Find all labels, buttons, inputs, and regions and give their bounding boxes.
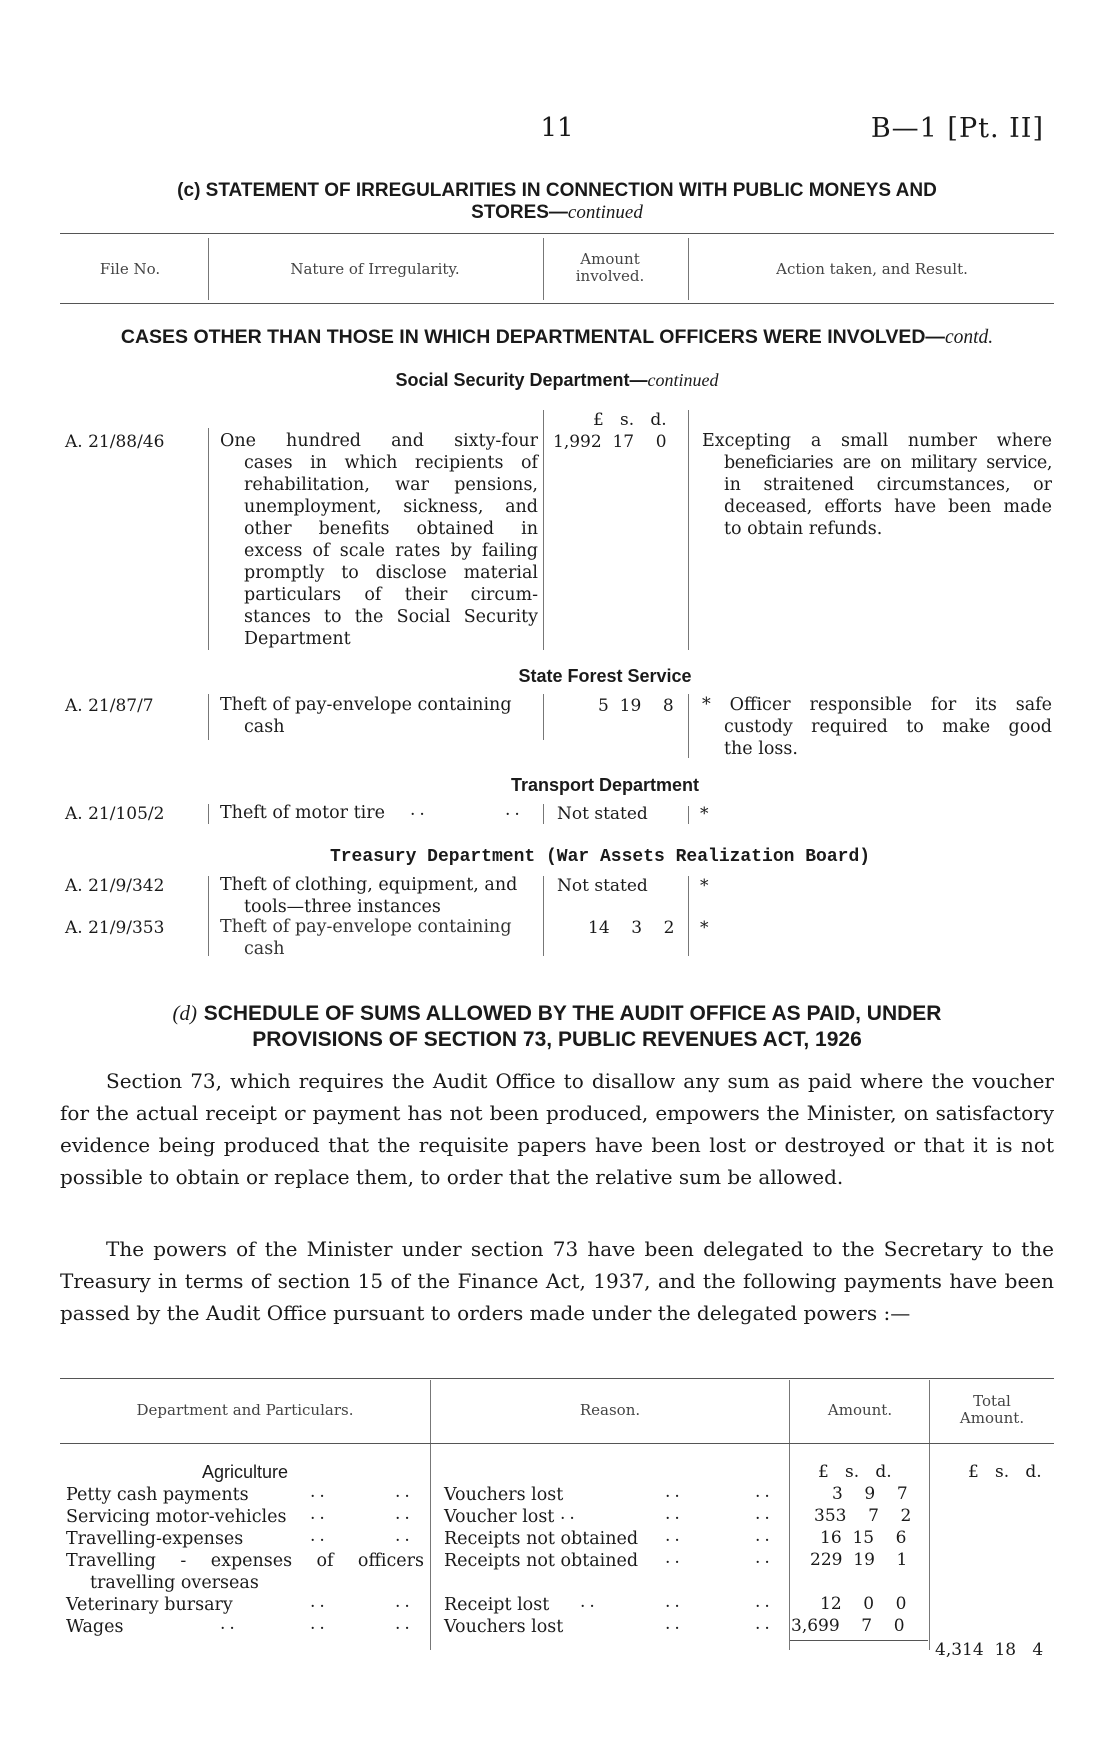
schedule-reason: Vouchers lost <box>444 1485 564 1505</box>
row-divider <box>208 694 209 740</box>
sfs-amount: 5 19 8 <box>598 696 674 716</box>
leader-dots: .. <box>580 1592 599 1612</box>
schedule-reason: Vouchers lost <box>444 1617 564 1637</box>
ssd-amount: 1,992 17 0 <box>553 432 667 452</box>
ssd-action-line: in straitened circumstances, or <box>724 475 1052 495</box>
section-c-title-italic: continued <box>567 202 643 223</box>
col-action: Action taken, and Result. <box>776 260 968 278</box>
col-total-l1: Total <box>973 1392 1011 1410</box>
schedule-reason: Receipts not obtained <box>444 1551 639 1571</box>
schedule-particular: Travelling-expenses <box>66 1529 244 1549</box>
document-reference: B—1 [Pt. II] <box>870 113 1044 144</box>
transport-action: * <box>700 804 709 824</box>
schedule-total: 4,314 18 4 <box>935 1640 1044 1660</box>
leader-dots: .. <box>310 1482 329 1502</box>
treasury-nature-line: Theft of pay-envelope containing <box>220 917 512 937</box>
schedule-amount: 12 0 0 <box>820 1594 907 1614</box>
transport-nature: Theft of motor tire <box>220 803 385 823</box>
col-amount-l2: involved. <box>575 267 645 285</box>
schedule-top-rule <box>60 1378 1054 1379</box>
col-divider <box>543 238 544 300</box>
col-divider <box>430 1380 431 1650</box>
ssd-nature-line: rehabilitation, war pensions, <box>244 475 538 495</box>
col-file-no: File No. <box>99 260 161 278</box>
treasury-amount: 14 3 2 <box>588 918 675 938</box>
treasury-nature-line: cash <box>244 939 285 959</box>
row-divider <box>688 876 689 956</box>
schedule-particular: Servicing motor-vehicles <box>66 1507 287 1527</box>
leader-dots: .. <box>395 1592 414 1612</box>
sfs-nature <box>220 694 538 738</box>
cases-heading <box>60 326 1054 349</box>
leader-dots: .. <box>560 1504 579 1524</box>
leader-dots: .. <box>755 1548 774 1568</box>
leader-dots: .. <box>410 800 429 820</box>
treasury-nature <box>220 916 538 960</box>
sfs-file-no: A. 21/87/7 <box>65 696 154 716</box>
section-c-title-main: STORES— <box>471 202 568 223</box>
cases-heading-main: CASES OTHER THAN THOSE IN WHICH DEPARTMENTAL OFFICERS WERE INVOLVED— <box>120 326 945 348</box>
cases-heading-italic: contd. <box>944 327 994 348</box>
schedule-reason: Voucher lost <box>444 1507 555 1527</box>
leader-dots: .. <box>665 1526 684 1546</box>
ssd-heading <box>60 370 1054 391</box>
schedule-particular-cont: travelling overseas <box>90 1573 259 1593</box>
transport-amount: Not stated <box>557 804 648 824</box>
ssd-heading-main: Social Security Department— <box>395 370 648 390</box>
treasury-nature-line: tools—three instances <box>244 897 441 917</box>
schedule-particular: Wages <box>66 1617 124 1637</box>
table-top-rule <box>60 233 1054 234</box>
schedule-header-rule <box>60 1443 1054 1444</box>
sfs-action-line: * Officer responsible for its safe <box>702 695 1052 715</box>
col-total-l2: Amount. <box>959 1409 1025 1427</box>
ssd-nature-line: stances to the Social Security <box>244 607 538 627</box>
ssd-action-line: to obtain refunds. <box>724 519 883 539</box>
col-dept: Department and Particulars. <box>136 1401 354 1419</box>
treasury-amount: Not stated <box>557 876 648 896</box>
schedule-particular: Petty cash payments <box>66 1485 249 1505</box>
schedule-amount: 16 15 6 <box>820 1528 907 1548</box>
ssd-action <box>702 430 1052 540</box>
ssd-action-line: beneficiaries are on military service, <box>724 453 1052 473</box>
section-d-title-line1 <box>60 1000 1054 1027</box>
col-nature: Nature of Irregularity. <box>290 260 460 278</box>
leader-dots: .. <box>395 1526 414 1546</box>
schedule-particular: Travelling - expenses of officers <box>66 1551 424 1571</box>
col-divider <box>208 238 209 300</box>
col-reason: Reason. <box>579 1401 641 1419</box>
ssd-nature <box>220 430 538 650</box>
ssd-nature-line: particulars of their circum- <box>244 585 538 605</box>
treasury-file-no: A. 21/9/353 <box>65 918 165 938</box>
leader-dots: .. <box>755 1482 774 1502</box>
row-divider <box>543 694 544 740</box>
row-divider <box>543 804 544 824</box>
ssd-action-line: Excepting a small number where <box>702 431 1052 451</box>
ssd-file-no: A. 21/88/46 <box>65 432 165 452</box>
treasury-nature <box>220 874 538 918</box>
row-divider <box>208 428 209 650</box>
section-d-title-text1: SCHEDULE OF SUMS ALLOWED BY THE AUDIT OFFICE AS PAID, UNDER <box>203 1002 942 1025</box>
row-divider <box>688 410 689 650</box>
schedule-reason: Receipts not obtained <box>444 1529 639 1549</box>
row-divider <box>688 694 689 758</box>
leader-dots: .. <box>310 1614 329 1634</box>
leader-dots: .. <box>395 1482 414 1502</box>
ssd-nature-line: other benefits obtained in <box>244 519 538 539</box>
schedule-group-agriculture: Agriculture <box>201 1462 289 1482</box>
subtotal-rule <box>790 1640 928 1641</box>
ssd-currency-header: £ s. d. <box>593 410 667 430</box>
section-d-paragraph-2: The powers of the Minister under section 73 have been delegated to the Secretary to the Treasury in terms of section 15 of the Finance Act, 1937, and the following payments have been passed by the Audit Office pursuant to orders made under the delegated powers :— <box>60 1237 1054 1325</box>
leader-dots: .. <box>755 1614 774 1634</box>
leader-dots: .. <box>665 1482 684 1502</box>
sfs-nature-line: cash <box>244 717 285 737</box>
col-divider <box>929 1380 930 1650</box>
sfs-heading: State Forest Service <box>518 666 692 686</box>
ssd-nature-line: Department <box>244 629 351 649</box>
leader-dots: .. <box>220 1614 239 1634</box>
ssd-nature-line: cases in which recipients of <box>244 453 538 473</box>
row-divider <box>688 806 689 824</box>
section-c-title-line2 <box>60 202 1054 224</box>
transport-heading: Transport Department <box>510 775 700 795</box>
ssd-heading-italic: continued <box>647 370 719 390</box>
col-amount: Amount. <box>827 1401 893 1419</box>
schedule-total-currency: £ s. d. <box>968 1462 1042 1482</box>
treasury-action: * <box>700 876 709 896</box>
treasury-nature-line: Theft of clothing, equipment, and <box>220 875 518 895</box>
leader-dots: .. <box>755 1504 774 1524</box>
row-divider <box>543 876 544 956</box>
schedule-reason: Receipt lost <box>444 1595 550 1615</box>
section-d-paragraph-1: Section 73, which requires the Audit Office to disallow any sum as paid where the voucher for the actual receipt or payment has not been produced, empowers the Minister, on satisfactory evidence being produced that the requisite papers have been lost or destroyed or that it is not possible to obtain or replace them, to order that the relative sum be allowed. <box>60 1069 1054 1189</box>
table-header-rule <box>60 303 1054 304</box>
treasury-action: * <box>700 918 709 938</box>
page-number: 11 <box>540 113 574 143</box>
section-d-title <box>60 1000 1054 1053</box>
leader-dots: .. <box>665 1592 684 1612</box>
schedule-particular: Veterinary bursary <box>66 1595 233 1615</box>
schedule-amount-currency: £ s. d. <box>818 1462 892 1482</box>
schedule-amount: 3,699 7 0 <box>791 1616 905 1636</box>
schedule-amount: 229 19 1 <box>810 1550 908 1570</box>
section-d-label: (d) <box>172 1001 198 1025</box>
ssd-action-line: deceased, efforts have been made <box>724 497 1052 517</box>
leader-dots: .. <box>310 1592 329 1612</box>
treasury-heading: Treasury Department (War Assets Realization Board) <box>329 847 871 867</box>
schedule-amount: 353 7 2 <box>814 1506 912 1526</box>
col-divider <box>789 1380 790 1650</box>
leader-dots: .. <box>310 1526 329 1546</box>
section-c-title-line1: (c) STATEMENT OF IRREGULARITIES IN CONNECTION WITH PUBLIC MONEYS AND <box>177 180 937 201</box>
leader-dots: .. <box>395 1614 414 1634</box>
leader-dots: .. <box>395 1504 414 1524</box>
leader-dots: .. <box>755 1526 774 1546</box>
sfs-nature-line: Theft of pay-envelope containing <box>220 695 512 715</box>
transport-file-no: A. 21/105/2 <box>65 804 165 824</box>
leader-dots: .. <box>665 1548 684 1568</box>
leader-dots: .. <box>310 1504 329 1524</box>
leader-dots: .. <box>665 1504 684 1524</box>
leader-dots: .. <box>755 1592 774 1612</box>
leader-dots: .. <box>505 800 524 820</box>
ssd-nature-line: One hundred and sixty-four <box>220 431 538 451</box>
ssd-nature-line: promptly to disclose material <box>244 563 538 583</box>
ssd-nature-line: excess of scale rates by failing <box>244 541 538 561</box>
row-divider <box>543 410 544 650</box>
row-divider <box>208 876 209 956</box>
ssd-nature-line: unemployment, sickness, and <box>244 497 538 517</box>
sfs-action-line: the loss. <box>724 739 798 759</box>
col-amount-l1: Amount <box>580 250 640 268</box>
schedule-amount: 3 9 7 <box>832 1484 908 1504</box>
treasury-file-no: A. 21/9/342 <box>65 876 165 896</box>
section-d-title-line2: PROVISIONS OF SECTION 73, PUBLIC REVENUES ACT, 1926 <box>252 1028 862 1051</box>
leader-dots: .. <box>665 1614 684 1634</box>
row-divider <box>208 804 209 824</box>
col-divider <box>688 238 689 300</box>
sfs-action <box>702 694 1052 760</box>
sfs-action-line: custody required to make good <box>724 717 1052 737</box>
